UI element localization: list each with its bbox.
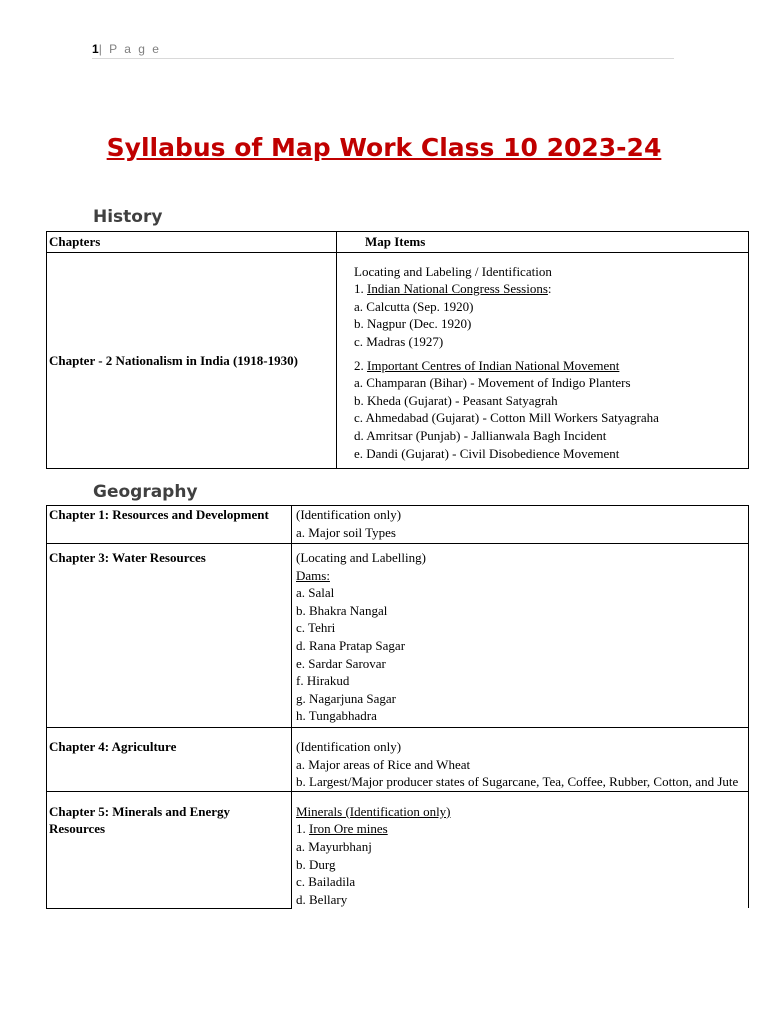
page-number: 1 xyxy=(92,42,99,56)
chapter-cell: Chapter 1: Resources and Development xyxy=(47,506,292,544)
geography-table xyxy=(46,505,749,909)
group-title: 1. Iron Ore mines xyxy=(296,821,388,837)
page-header xyxy=(92,42,674,59)
history-heading: History xyxy=(93,207,163,227)
map-items-cell xyxy=(337,252,749,469)
list-item: c. Ahmedabad (Gujarat) - Cotton Mill Workers Satyagraha xyxy=(354,410,659,426)
map-items-cell xyxy=(292,544,749,728)
list-item: b. Kheda (Gujarat) - Peasant Satyagrah xyxy=(354,392,558,408)
history-table xyxy=(46,231,749,469)
list-item: g. Nagarjuna Sagar xyxy=(296,690,396,706)
list-item: a. Mayurbhanj xyxy=(296,838,372,854)
intro-text: Locating and Labeling / Identification xyxy=(354,263,552,279)
list-item: b. Largest/Major producer states of Sugarcane, Tea, Coffee, Rubber, Cotton, and Jute xyxy=(296,774,739,790)
table-row xyxy=(47,727,749,791)
list-item: d. Rana Pratap Sagar xyxy=(296,637,406,653)
geography-heading: Geography xyxy=(93,482,198,502)
list-item: a. Calcutta (Sep. 1920) xyxy=(354,298,474,314)
list-item: d. Amritsar (Punjab) - Jallianwala Bagh Incident xyxy=(354,427,607,443)
chapter-cell: Chapter - 2 Nationalism in India (1918-1930) xyxy=(47,252,337,469)
map-items-cell xyxy=(292,506,749,544)
list-item: e. Dandi (Gujarat) - Civil Disobedience Movement xyxy=(354,445,620,461)
list-item: a. Major soil Types xyxy=(296,524,396,540)
document-title: Syllabus of Map Work Class 10 2023-24 xyxy=(106,133,662,162)
list-item: a. Salal xyxy=(296,585,335,601)
note-text: (Identification only) xyxy=(296,738,402,754)
note-text: (Locating and Labelling) xyxy=(296,550,426,565)
list-item: b. Durg xyxy=(296,856,336,872)
table-header-row xyxy=(47,232,749,253)
list-item: d. Bellary xyxy=(296,891,348,907)
table-row xyxy=(47,506,749,544)
map-items-cell xyxy=(292,727,749,791)
table-row xyxy=(47,544,749,728)
group-title: 2. Important Centres of Indian National Movement xyxy=(354,357,620,373)
list-item: e. Sardar Sarovar xyxy=(296,655,386,671)
list-item: a. Champaran (Bihar) - Movement of Indigo Planters xyxy=(354,375,631,391)
list-item: b. Bhakra Nangal xyxy=(296,602,388,618)
table-row xyxy=(47,791,749,908)
table-row xyxy=(47,252,749,469)
subhead: Minerals (Identification only) xyxy=(296,803,451,819)
list-item: a. Major areas of Rice and Wheat xyxy=(296,756,471,772)
list-item: c. Madras (1927) xyxy=(354,333,444,349)
group-title: 1. Indian National Congress Sessions: xyxy=(354,281,552,297)
list-item: f. Hirakud xyxy=(296,673,350,689)
column-header-chapters: Chapters xyxy=(47,232,337,253)
chapter-cell: Chapter 4: Agriculture xyxy=(47,727,292,791)
page-label: | P a g e xyxy=(98,42,161,56)
note-text: (Identification only) xyxy=(296,507,402,522)
column-header-map-items: Map Items xyxy=(337,232,749,253)
map-items-cell xyxy=(292,791,749,908)
subhead: Dams: xyxy=(296,567,330,583)
list-item: c. Tehri xyxy=(296,620,336,636)
list-item: b. Nagpur (Dec. 1920) xyxy=(354,316,472,332)
list-item: h. Tungabhadra xyxy=(296,708,377,724)
chapter-cell: Chapter 3: Water Resources xyxy=(47,544,292,728)
chapter-cell: Chapter 5: Minerals and Energy Resources xyxy=(47,791,292,908)
list-item: c. Bailadila xyxy=(296,874,356,890)
